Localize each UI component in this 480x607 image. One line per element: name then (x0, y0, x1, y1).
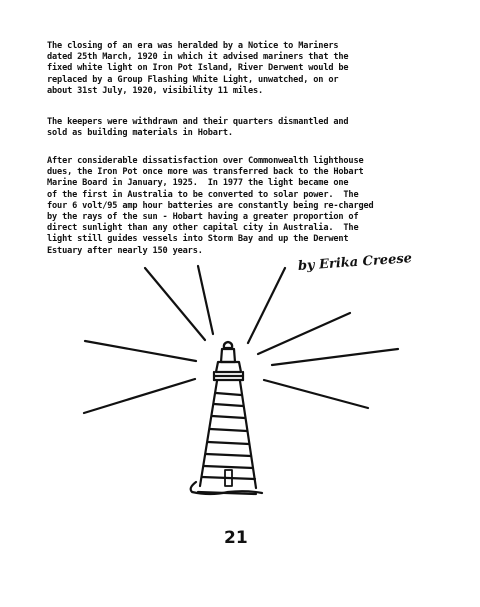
lighthouse-lantern (214, 342, 243, 380)
light-ray (85, 341, 196, 361)
light-ray (272, 349, 398, 365)
light-ray (84, 379, 195, 413)
author-signature: by Erika Creese (297, 251, 413, 274)
light-ray (198, 266, 213, 334)
light-ray (248, 268, 285, 343)
light-ray (145, 268, 205, 340)
paragraph-notice-to-mariners: The closing of an era was heralded by a Notice to Mariners dated 25th March, 1920 in which it advised mariners that the fixed white light on Iron Pot Island, River Derwent would be replaced by a Group Flashing White Light, unwatched, on or about 31st July, 1920, visibility 11 miles. (47, 41, 349, 96)
light-ray (264, 380, 368, 408)
paragraph-keepers-withdrawn: The keepers were withdrawn and their quarters dismantled and sold as building materials in Hobart. (47, 117, 349, 139)
paragraph-solar-conversion: After considerable dissatisfaction over Commonwealth lighthouse dues, the Iron Pot once more was transferred back to the Hobart Marine Board in January, 1925. In 1977 the light became one of the first in Australia to be converted to solar power. The four 6 volt/95 amp hour batteries are constantly being re-charged by the rays of the sun - Hobart having a greater proportion of direct sunlight than any other capital city in Australia. The light still guides vessels into Storm Bay and up the Derwent Estuary after nearly 150 years. (47, 156, 374, 256)
lighthouse-tower (200, 381, 256, 488)
light-ray (258, 313, 350, 354)
page-number: 21 (224, 528, 248, 548)
